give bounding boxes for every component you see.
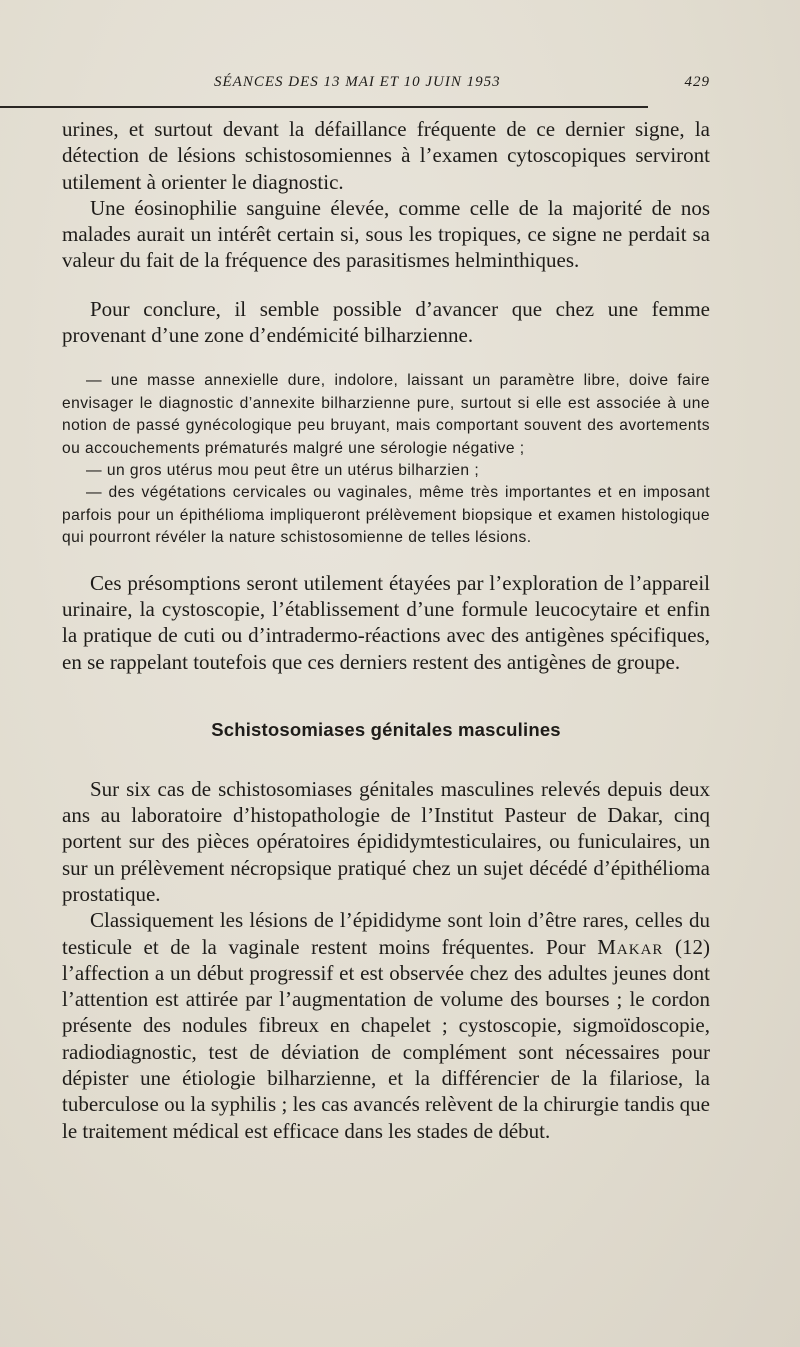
section-heading: Schistosomiases génitales masculines: [211, 718, 561, 740]
running-title: SÉANCES DES 13 MAI ET 10 JUIN 1953: [214, 74, 501, 90]
paragraph-text: l’affection a un début progressif et est observée chez des adultes jeunes dont l’attention est attirée par l’augmentation de volume des bourses ; le cordon présente des nodules fibreux en chapelet ; cystoscopie, sigmoïdoscopie, radiodiagnostic, test de déviation de complément sont nécessaires pour dépister une étiologie bilharzienne, et la différencier de la filariose, la tuberculose ou la syphilis ; les cas avancés relèvent de la chirurgie tandis que le traitement médical est efficace dans les stades de début.: [62, 960, 710, 1143]
list-item: — des végétations cervicales ou vaginales, même très importantes et en imposant parfois pour un épithélioma impliqueront prélèvement biopsique et examen histologique qui pourront révéler la nature schistosomienne de telles lésions.: [62, 484, 710, 547]
author-name: Makar: [597, 934, 664, 959]
paragraph-conclusion: Pour conclure, il semble possible d’avancer que chez une femme provenant d’une zone d’endémicité bilharzienne.: [62, 296, 710, 348]
paragraph-text: Classiquement les lésions de l’épididyme sont loin d’être rares, celles du testicule et de la vaginale restent moins fréquentes. Pour: [62, 908, 710, 959]
findings-list: [62, 370, 710, 549]
paragraph-six-cas: Sur six cas de schistosomiases génitales masculines relevés depuis deux ans au laboratoire d’histopathologie de l’Institut Pasteur de Dakar, cinq portent sur des pièces opératoires épididymtesticulaires, ou funiculaires, un sur un prélèvement nécropsique pratiqué chez un sujet décédé d’épithélioma prostatique.: [62, 776, 710, 906]
header-rule: [0, 106, 648, 108]
running-header: [62, 70, 710, 96]
page-number: 429: [684, 74, 710, 90]
paragraph-presomptions: Ces présomptions seront utilement étayées par l’exploration de l’appareil urinaire, la cystoscopie, l’établissement d’une formule leucocytaire et enfin la pratique de cuti ou d’intradermo-réactions avec des antigènes spécifiques, en se rappelant toutefois que ces derniers restent des antigènes de groupe.: [62, 570, 710, 674]
page-body: [62, 116, 710, 1144]
paragraph-eosinophilie: Une éosinophilie sanguine élevée, comme celle de la majorité de nos malades aurait un intérêt certain si, sous les tropiques, ce signe ne perdait sa valeur du fait de la fréquence des parasitismes helminthiques.: [62, 195, 710, 273]
list-item: — un gros utérus mou peut être un utérus bilharzien ;: [86, 462, 480, 479]
paragraph-continuation: urines, et surtout devant la défaillance fréquente de ce dernier signe, la détection de lésions schistosomiennes à l’examen cytoscopiques serviront utilement à orienter le diagnostic.: [62, 117, 710, 194]
paragraph-classiquement: [62, 907, 710, 1144]
list-item: — une masse annexielle dure, indolore, laissant un paramètre libre, doive faire envisager le diagnostic d’annexite bilharzienne pure, surtout si elle est associée à une notion de passé gynécologique peu bruyant, mais comportant souvent des avortements ou accouchements prématurés malgré une sérologie négative ;: [62, 372, 710, 457]
reference-number: (12): [675, 934, 711, 959]
